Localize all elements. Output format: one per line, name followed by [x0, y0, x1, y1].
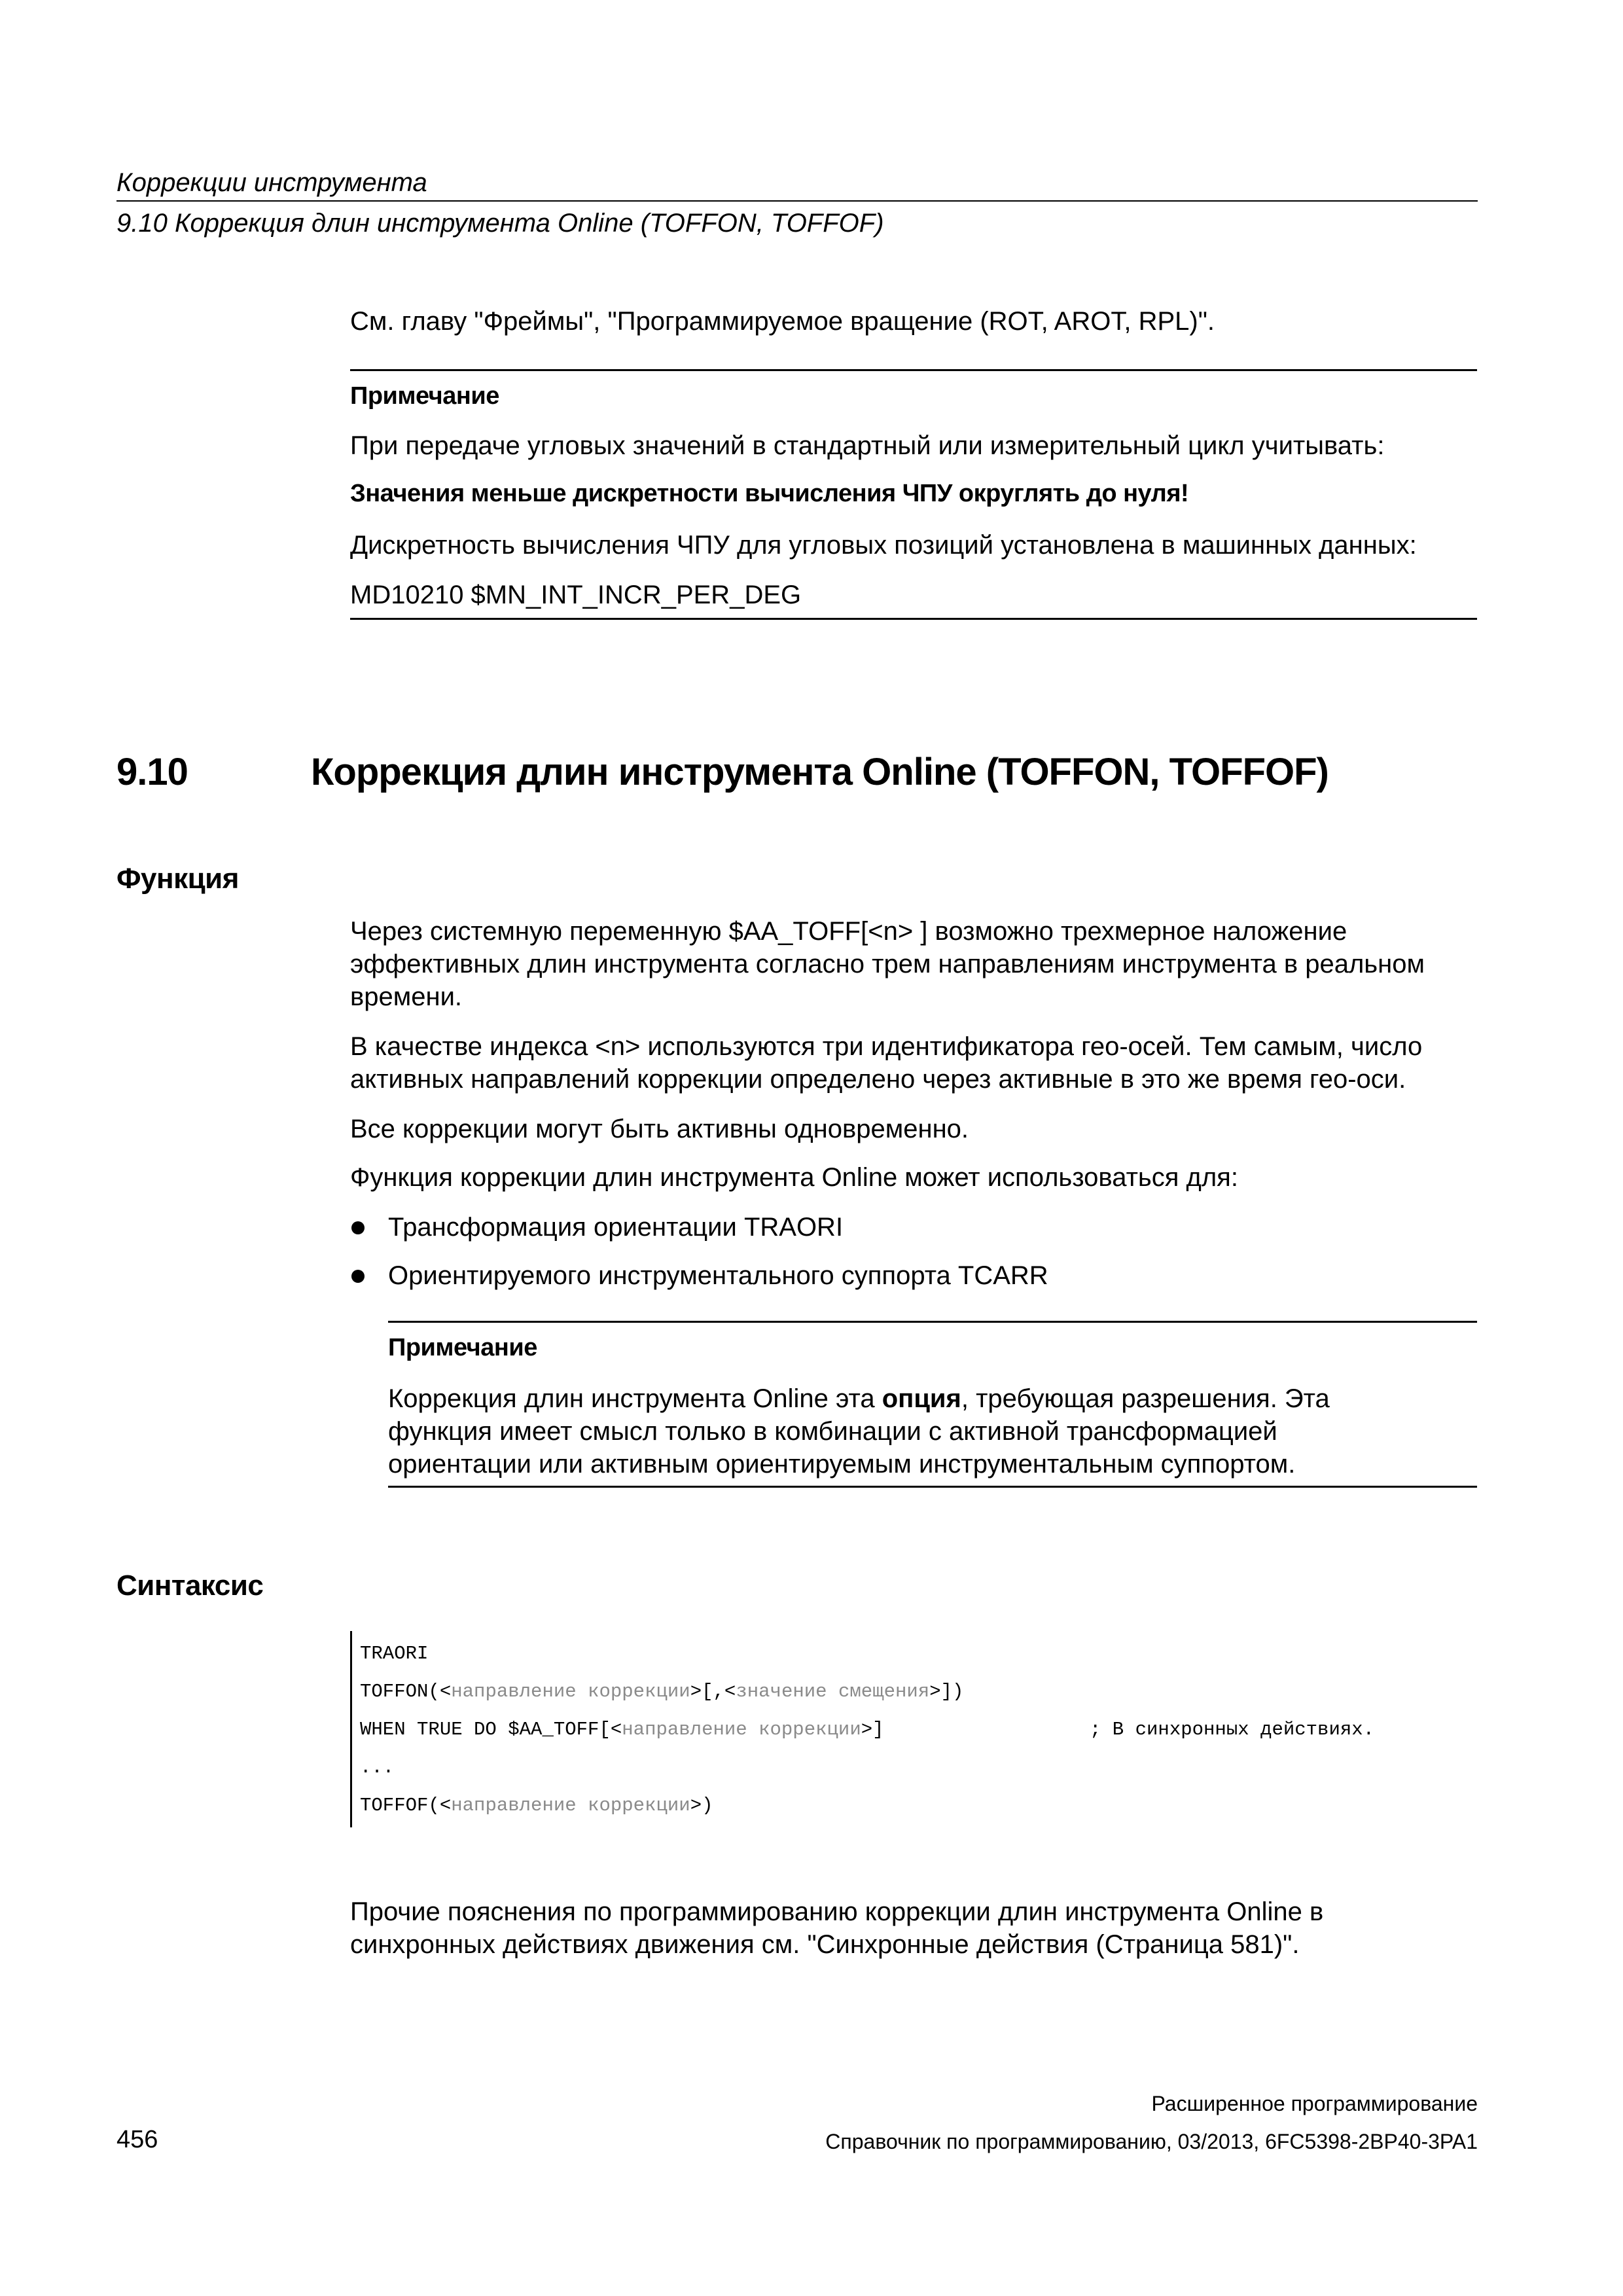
header-divider: [116, 200, 1478, 202]
running-header-section: 9.10 Коррекция длин инструмента Online (TOFFON, TOFFOF): [116, 209, 884, 238]
bullet-item-tcarr: Ориентируемого инструментального суппорта TCARR: [388, 1261, 1048, 1290]
syntax-after-line1: Прочие пояснения по программированию коррекции длин инструмента Online в: [350, 1897, 1324, 1926]
code-placeholder: направление коррекции: [622, 1719, 861, 1740]
code-token: TOFFOF(<: [360, 1795, 452, 1816]
note1-line1: При передаче угловых значений в стандартный или измерительный цикл учитывать:: [350, 431, 1385, 460]
function-p2-line1: В качестве индекса <n> используются три идентификатора гео-осей. Тем самым, число: [350, 1032, 1423, 1061]
code-line-when: [360, 1719, 884, 1740]
function-p2-line2: активных направлений коррекции определено через активные в это же время гео-оси.: [350, 1065, 1406, 1094]
syntax-heading: Синтаксис: [116, 1570, 264, 1602]
code-block-bar: [350, 1631, 352, 1827]
note2-top-rule: [388, 1321, 1477, 1323]
note1-line3: Дискретность вычисления ЧПУ для угловых позиций установлена в машинных данных:: [350, 531, 1417, 560]
function-p1-line2: эффективных длин инструмента согласно трем направлениям инструмента в реальном: [350, 950, 1425, 978]
page-number: 456: [116, 2126, 158, 2153]
function-p1-line3: времени.: [350, 982, 463, 1011]
code-line-toffof: [360, 1795, 713, 1816]
syntax-after-line2: синхронных действиях движения см. "Синхронные действия (Страница 581)".: [350, 1930, 1300, 1959]
code-token: >[,<: [690, 1681, 736, 1702]
code-token: WHEN TRUE DO $AA_TOFF[<: [360, 1719, 622, 1740]
note1-line2-bold: Значения меньше дискретности вычисления ЧПУ округлять до нуля!: [350, 480, 1189, 507]
note2-line1: [388, 1381, 1330, 1416]
note2-line2: функция имеет смысл только в комбинации с активной трансформацией: [388, 1417, 1277, 1446]
function-p3: Все коррекции могут быть активны одновременно.: [350, 1115, 969, 1143]
code-token: >): [690, 1795, 713, 1816]
footer-reference: Справочник по программированию, 03/2013, 6FC5398-2BP40-3PA1: [825, 2130, 1478, 2153]
code-token: >]): [929, 1681, 964, 1702]
function-p1-line1: Через системную переменную $AA_TOFF[<n> ] возможно трехмерное наложение: [350, 917, 1347, 946]
code-line-ellipsis: ...: [360, 1757, 395, 1778]
note1-machine-data: MD10210 $MN_INT_INCR_PER_DEG: [350, 581, 802, 609]
footer-book-title: Расширенное программирование: [1151, 2092, 1478, 2115]
bullet-dot: [351, 1270, 365, 1283]
note2-line1-pre: Коррекция длин инструмента Online эта: [388, 1384, 882, 1413]
code-line-toffon: [360, 1681, 963, 1702]
section-number: 9.10: [116, 751, 188, 793]
note2-bottom-rule: [388, 1486, 1477, 1488]
function-p4: Функция коррекции длин инструмента Online может использоваться для:: [350, 1163, 1238, 1192]
note1-title: Примечание: [350, 382, 499, 410]
function-heading: Функция: [116, 863, 239, 895]
note2-option-bold: опция: [882, 1384, 961, 1413]
note2-line1-post: , требующая разрешения. Эта: [961, 1384, 1330, 1413]
note2-title: Примечание: [388, 1334, 537, 1361]
code-token: >]: [861, 1719, 884, 1740]
code-placeholder: направление коррекции: [451, 1681, 690, 1702]
bullet-dot: [351, 1221, 365, 1234]
code-placeholder: значение смещения: [736, 1681, 930, 1702]
code-token: TOFFON(<: [360, 1681, 452, 1702]
section-title: Коррекция длин инструмента Online (TOFFON, TOFFOF): [311, 751, 1329, 793]
note2-line3: ориентации или активным ориентируемым инструментальным суппортом.: [388, 1450, 1296, 1479]
code-placeholder: направление коррекции: [451, 1795, 690, 1816]
note1-bottom-rule: [350, 618, 1477, 620]
running-header-chapter: Коррекции инструмента: [116, 168, 427, 197]
see-chapter-text: См. главу "Фреймы", "Программируемое вращение (ROT, AROT, RPL)".: [350, 307, 1215, 336]
code-comment: ; В синхронных действиях.: [1090, 1719, 1375, 1740]
bullet-item-traori: Трансформация ориентации TRAORI: [388, 1213, 844, 1242]
note1-top-rule: [350, 369, 1477, 371]
code-line-traori: TRAORI: [360, 1643, 429, 1664]
